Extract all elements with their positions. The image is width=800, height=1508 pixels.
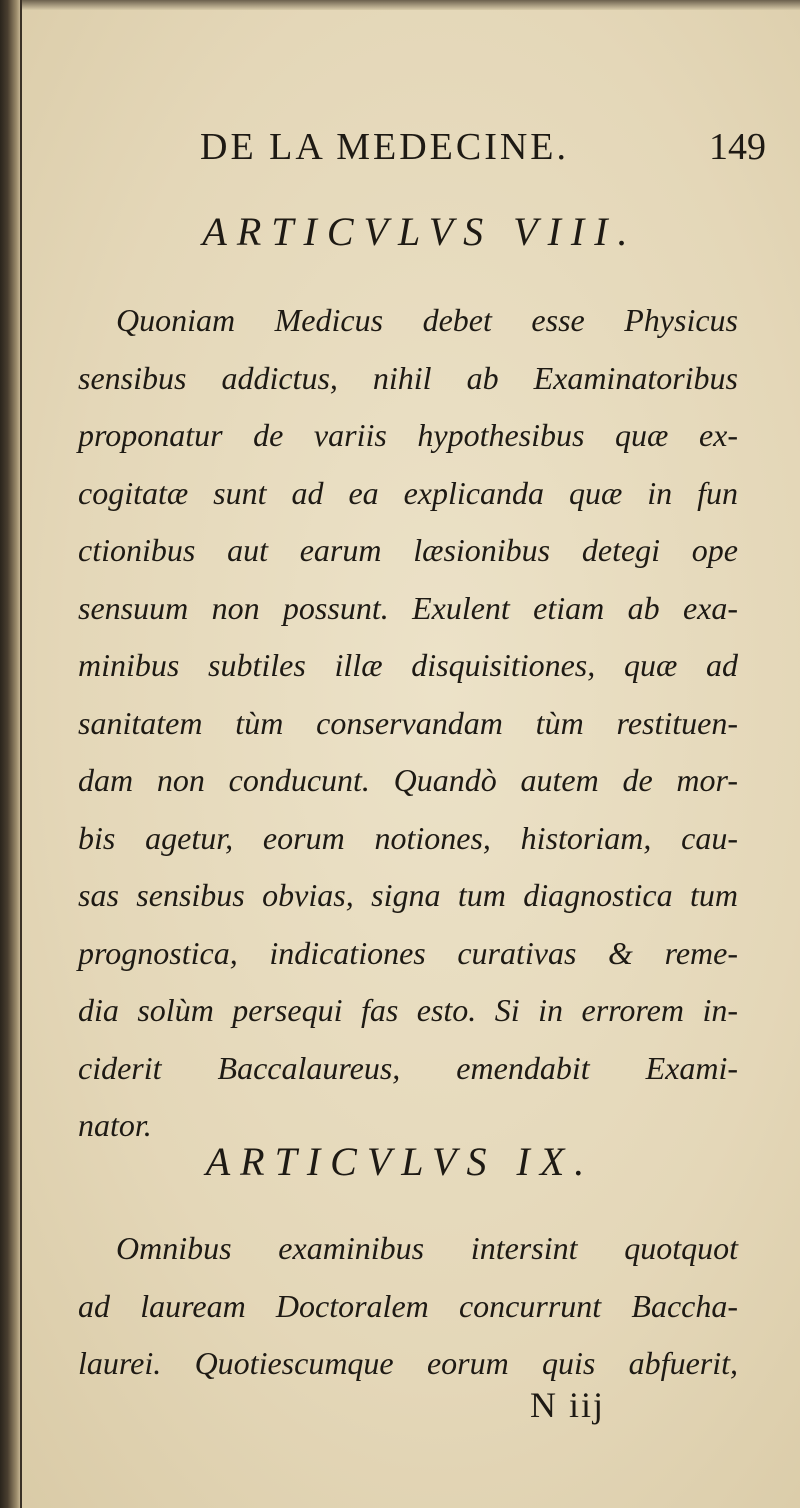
text-line: prognostica, indicationes curativas & reme- xyxy=(78,934,738,971)
text-line: sas sensibus obvias, signa tum diagnostica tum xyxy=(78,877,738,913)
page-top-edge xyxy=(22,0,800,10)
text-line: proponatur de variis hypothesibus quæ ex- xyxy=(78,417,738,453)
text-line: bis agetur, eorum notiones, historiam, cau- xyxy=(78,819,738,856)
article-9-heading: ARTICVLVS IX. xyxy=(205,1139,595,1184)
text-line: ctionibus aut earum læsionibus detegi ope xyxy=(78,532,738,568)
text-line: sensibus addictus, nihil ab Examinatoribus xyxy=(78,359,738,396)
text-line: nator. xyxy=(78,1107,152,1143)
running-head xyxy=(0,125,800,169)
text-line: ciderit Baccalaureus, emendabit Exami- xyxy=(78,1049,738,1086)
running-head-title: DE LA MEDECINE. xyxy=(200,126,570,168)
text-line: Quoniam Medicus debet esse Physicus xyxy=(116,302,738,338)
text-line: Omnibus examinibus intersint quotquot xyxy=(116,1230,738,1266)
text-line: minibus subtiles illæ disquisitiones, quæ ad xyxy=(78,647,738,683)
article-8-text xyxy=(78,292,738,1155)
signature-mark: N iij xyxy=(530,1385,606,1425)
text-line: dam non conducunt. Quandò autem de mor- xyxy=(78,762,738,798)
text-line: dia solùm persequi fas esto. Si in errorem in- xyxy=(78,992,738,1028)
text-line: sensuum non possunt. Exulent etiam ab exa- xyxy=(78,589,738,626)
text-line: ad lauream Doctoralem concurrunt Baccha- xyxy=(78,1287,738,1324)
page-number: 149 xyxy=(709,126,766,168)
text-line: sanitatem tùm conservandam tùm restituen- xyxy=(78,704,738,741)
article-9-text xyxy=(78,1220,738,1393)
article-8-heading: ARTICVLVS VIII. xyxy=(202,209,638,254)
text-line: cogitatæ sunt ad ea explicanda quæ in fun xyxy=(78,474,738,511)
text-line: laurei. Quotiescumque eorum quis abfuerit, xyxy=(78,1345,738,1381)
